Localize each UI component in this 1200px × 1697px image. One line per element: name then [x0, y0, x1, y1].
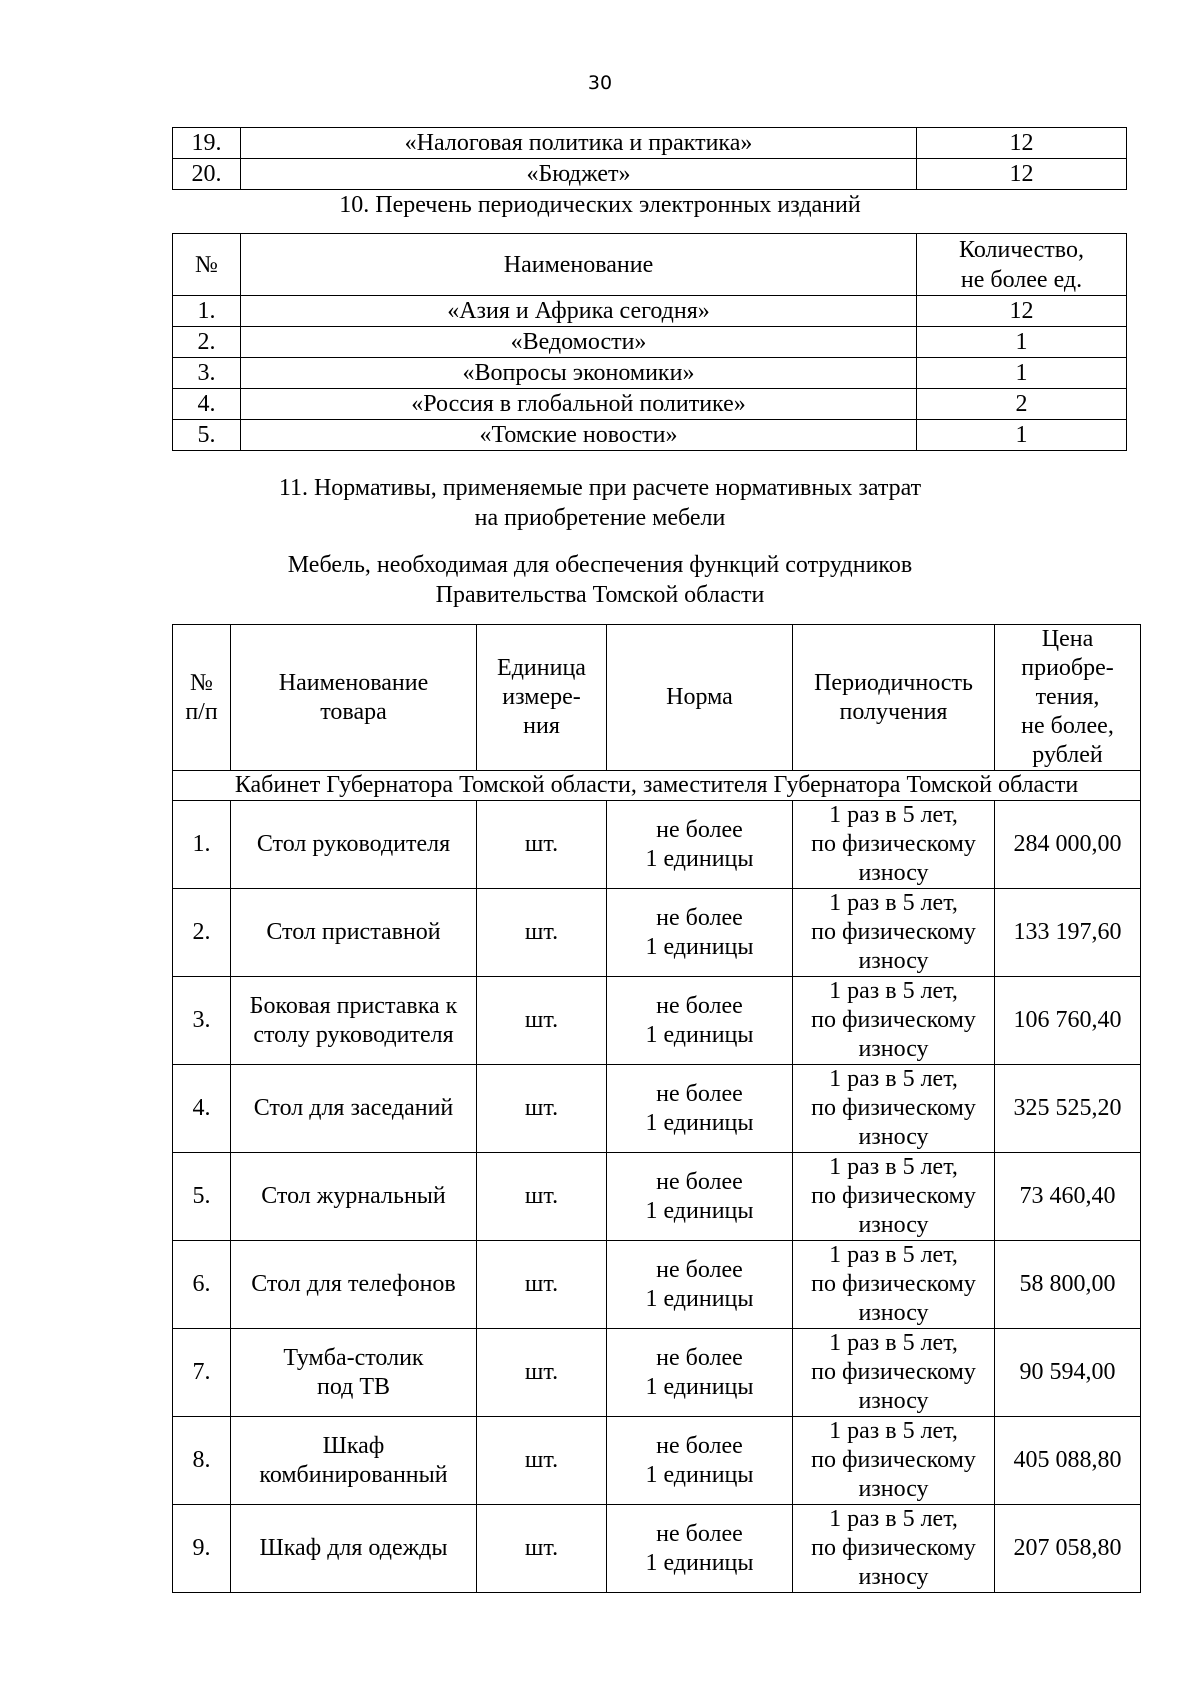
norm-line: не более — [656, 992, 743, 1019]
row-norm — [607, 801, 793, 889]
row-unit: шт. — [477, 1153, 607, 1241]
row-number: 1. — [173, 801, 231, 889]
period-line: по физическому — [811, 1359, 976, 1385]
row-number: 19. — [173, 128, 241, 159]
row-number: 9. — [173, 1505, 231, 1593]
period-line: по физическому — [811, 1095, 976, 1121]
header-period: Периодичность получения — [793, 625, 995, 771]
row-period — [793, 1065, 995, 1153]
period-line: износу — [858, 1388, 929, 1414]
period-line: износу — [858, 1212, 929, 1238]
table-header-row — [173, 625, 1141, 771]
row-period — [793, 889, 995, 977]
item-name-line: столу руководителя — [253, 1021, 454, 1048]
row-name: «Бюджет» — [241, 159, 917, 190]
table-row — [173, 296, 1127, 327]
row-norm — [607, 977, 793, 1065]
table-row — [173, 1065, 1141, 1153]
period-line: износу — [858, 1300, 929, 1326]
table-row — [173, 1329, 1141, 1417]
period-line: по физическому — [811, 1271, 976, 1297]
row-number: 6. — [173, 1241, 231, 1329]
row-price: 58 800,00 — [995, 1241, 1141, 1329]
norm-line: 1 единицы — [645, 1109, 754, 1136]
row-number: 1. — [173, 296, 241, 327]
table-row — [173, 801, 1141, 889]
table-row — [173, 1505, 1141, 1593]
table-row — [173, 327, 1127, 358]
row-norm — [607, 1065, 793, 1153]
norm-line: 1 единицы — [645, 1549, 754, 1576]
row-period — [793, 1505, 995, 1593]
table-row — [173, 159, 1127, 190]
row-unit: шт. — [477, 1329, 607, 1417]
page-number: 30 — [587, 72, 613, 94]
header-quantity: Количество, не более ед. — [917, 234, 1127, 296]
row-quantity: 2 — [917, 389, 1127, 420]
norm-line: не более — [656, 1520, 743, 1547]
row-number: 2. — [173, 889, 231, 977]
section-11-title: 11. Нормативы, применяемые при расчете нормативных затрат на приобретение мебели — [278, 475, 922, 531]
row-period — [793, 977, 995, 1065]
row-quantity: 12 — [917, 159, 1127, 190]
header-number: № — [173, 234, 241, 296]
row-unit: шт. — [477, 1065, 607, 1153]
section-10-title: 10. Перечень периодических электронных изданий — [339, 192, 861, 218]
period-line: 1 раз в 5 лет, — [829, 978, 958, 1004]
item-name-line: Шкаф для одежды — [259, 1535, 448, 1561]
row-item-name — [231, 1153, 477, 1241]
row-name: «Ведомости» — [241, 327, 917, 358]
table-row — [173, 128, 1127, 159]
header-price: Цена приобре- тения, не более, рублей — [995, 625, 1141, 771]
row-number: 3. — [173, 977, 231, 1065]
norm-line: 1 единицы — [645, 1197, 754, 1224]
table-row — [173, 358, 1127, 389]
period-line: 1 раз в 5 лет, — [829, 1066, 958, 1092]
row-item-name — [231, 1241, 477, 1329]
period-line: по физическому — [811, 919, 976, 945]
electronic-periodicals-table — [172, 233, 1127, 451]
period-line: 1 раз в 5 лет, — [829, 1330, 958, 1356]
period-line: по физическому — [811, 1183, 976, 1209]
row-price: 405 088,80 — [995, 1417, 1141, 1505]
row-norm — [607, 1417, 793, 1505]
period-line: по физическому — [811, 1535, 976, 1561]
item-name-line: Стол журнальный — [261, 1183, 446, 1209]
row-price: 207 058,80 — [995, 1505, 1141, 1593]
period-line: износу — [858, 1564, 929, 1590]
row-period — [793, 1241, 995, 1329]
group-title: Кабинет Губернатора Томской области, заместителя Губернатора Томской области — [173, 771, 1141, 801]
norm-line: не более — [656, 904, 743, 931]
header-unit: Единица измере- ния — [477, 625, 607, 771]
row-unit: шт. — [477, 1241, 607, 1329]
row-norm — [607, 1505, 793, 1593]
norm-line: не более — [656, 1080, 743, 1107]
row-number: 5. — [173, 1153, 231, 1241]
period-line: износу — [858, 1124, 929, 1150]
period-line: износу — [858, 1476, 929, 1502]
row-price: 73 460,40 — [995, 1153, 1141, 1241]
row-period — [793, 1329, 995, 1417]
item-name-line: Стол для заседаний — [253, 1095, 454, 1121]
row-name: «Россия в глобальной политике» — [241, 389, 917, 420]
row-unit: шт. — [477, 889, 607, 977]
period-line: 1 раз в 5 лет, — [829, 1506, 958, 1532]
row-unit: шт. — [477, 801, 607, 889]
table-header-row — [173, 234, 1127, 296]
row-item-name — [231, 801, 477, 889]
period-line: по физическому — [811, 1447, 976, 1473]
norm-line: 1 единицы — [645, 1285, 754, 1312]
norm-line: 1 единицы — [645, 1461, 754, 1488]
row-unit: шт. — [477, 977, 607, 1065]
row-number: 4. — [173, 389, 241, 420]
table-row — [173, 420, 1127, 451]
period-line: по физическому — [811, 831, 976, 857]
row-number: 3. — [173, 358, 241, 389]
row-quantity: 12 — [917, 128, 1127, 159]
header-name: Наименование — [241, 234, 917, 296]
row-number: 20. — [173, 159, 241, 190]
norm-line: не более — [656, 1432, 743, 1459]
row-number: 2. — [173, 327, 241, 358]
table-row — [173, 1153, 1141, 1241]
row-item-name — [231, 1417, 477, 1505]
period-line: 1 раз в 5 лет, — [829, 802, 958, 828]
header-item-name: Наименование товара — [231, 625, 477, 771]
row-quantity: 12 — [917, 296, 1127, 327]
period-line: 1 раз в 5 лет, — [829, 1242, 958, 1268]
row-price: 284 000,00 — [995, 801, 1141, 889]
row-name: «Азия и Африка сегодня» — [241, 296, 917, 327]
row-quantity: 1 — [917, 358, 1127, 389]
norm-line: не более — [656, 1168, 743, 1195]
table-row — [173, 1241, 1141, 1329]
item-name-line: комбинированный — [259, 1461, 448, 1488]
row-period — [793, 1153, 995, 1241]
row-item-name — [231, 1505, 477, 1593]
row-period — [793, 801, 995, 889]
period-line: износу — [858, 1036, 929, 1062]
row-number: 5. — [173, 420, 241, 451]
row-number: 7. — [173, 1329, 231, 1417]
furniture-norms-table — [172, 624, 1141, 1593]
row-norm — [607, 1241, 793, 1329]
row-item-name — [231, 977, 477, 1065]
item-name-line: Стол руководителя — [256, 831, 451, 857]
norm-line: не более — [656, 1256, 743, 1283]
row-name: «Налоговая политика и практика» — [241, 128, 917, 159]
norm-line: 1 единицы — [645, 933, 754, 960]
header-norm: Норма — [607, 625, 793, 771]
period-line: 1 раз в 5 лет, — [829, 1418, 958, 1444]
period-line: по физическому — [811, 1007, 976, 1033]
row-price: 325 525,20 — [995, 1065, 1141, 1153]
row-quantity: 1 — [917, 420, 1127, 451]
row-unit: шт. — [477, 1505, 607, 1593]
row-norm — [607, 1153, 793, 1241]
table-row — [173, 977, 1141, 1065]
row-item-name — [231, 1329, 477, 1417]
header-number: № п/п — [173, 625, 231, 771]
row-item-name — [231, 1065, 477, 1153]
period-line: 1 раз в 5 лет, — [829, 1154, 958, 1180]
item-name-line: Боковая приставка к — [249, 992, 458, 1019]
row-norm — [607, 889, 793, 977]
table-row — [173, 1417, 1141, 1505]
table-group-row — [173, 771, 1141, 801]
item-name-line: Шкаф — [322, 1432, 385, 1459]
period-line: износу — [858, 948, 929, 974]
item-name-line: Стол приставной — [266, 919, 441, 945]
table-row — [173, 389, 1127, 420]
periodicals-continuation-table — [172, 127, 1127, 190]
row-period — [793, 1417, 995, 1505]
item-name-line: Стол для телефонов — [251, 1271, 456, 1297]
row-norm — [607, 1329, 793, 1417]
row-price: 90 594,00 — [995, 1329, 1141, 1417]
table-row — [173, 889, 1141, 977]
norm-line: не более — [656, 1344, 743, 1371]
row-item-name — [231, 889, 477, 977]
norm-line: 1 единицы — [645, 845, 754, 872]
row-number: 4. — [173, 1065, 231, 1153]
item-name-line: Тумба-столик — [283, 1344, 424, 1371]
period-line: износу — [858, 860, 929, 886]
item-name-line: под ТВ — [316, 1373, 391, 1400]
row-unit: шт. — [477, 1417, 607, 1505]
row-price: 106 760,40 — [995, 977, 1141, 1065]
norm-line: 1 единицы — [645, 1021, 754, 1048]
norm-line: 1 единицы — [645, 1373, 754, 1400]
row-name: «Томские новости» — [241, 420, 917, 451]
norm-line: не более — [656, 816, 743, 843]
row-number: 8. — [173, 1417, 231, 1505]
row-price: 133 197,60 — [995, 889, 1141, 977]
section-11-subtitle: Мебель, необходимая для обеспечения функций сотрудников Правительства Томской области — [287, 552, 913, 608]
period-line: 1 раз в 5 лет, — [829, 890, 958, 916]
row-name: «Вопросы экономики» — [241, 358, 917, 389]
row-quantity: 1 — [917, 327, 1127, 358]
